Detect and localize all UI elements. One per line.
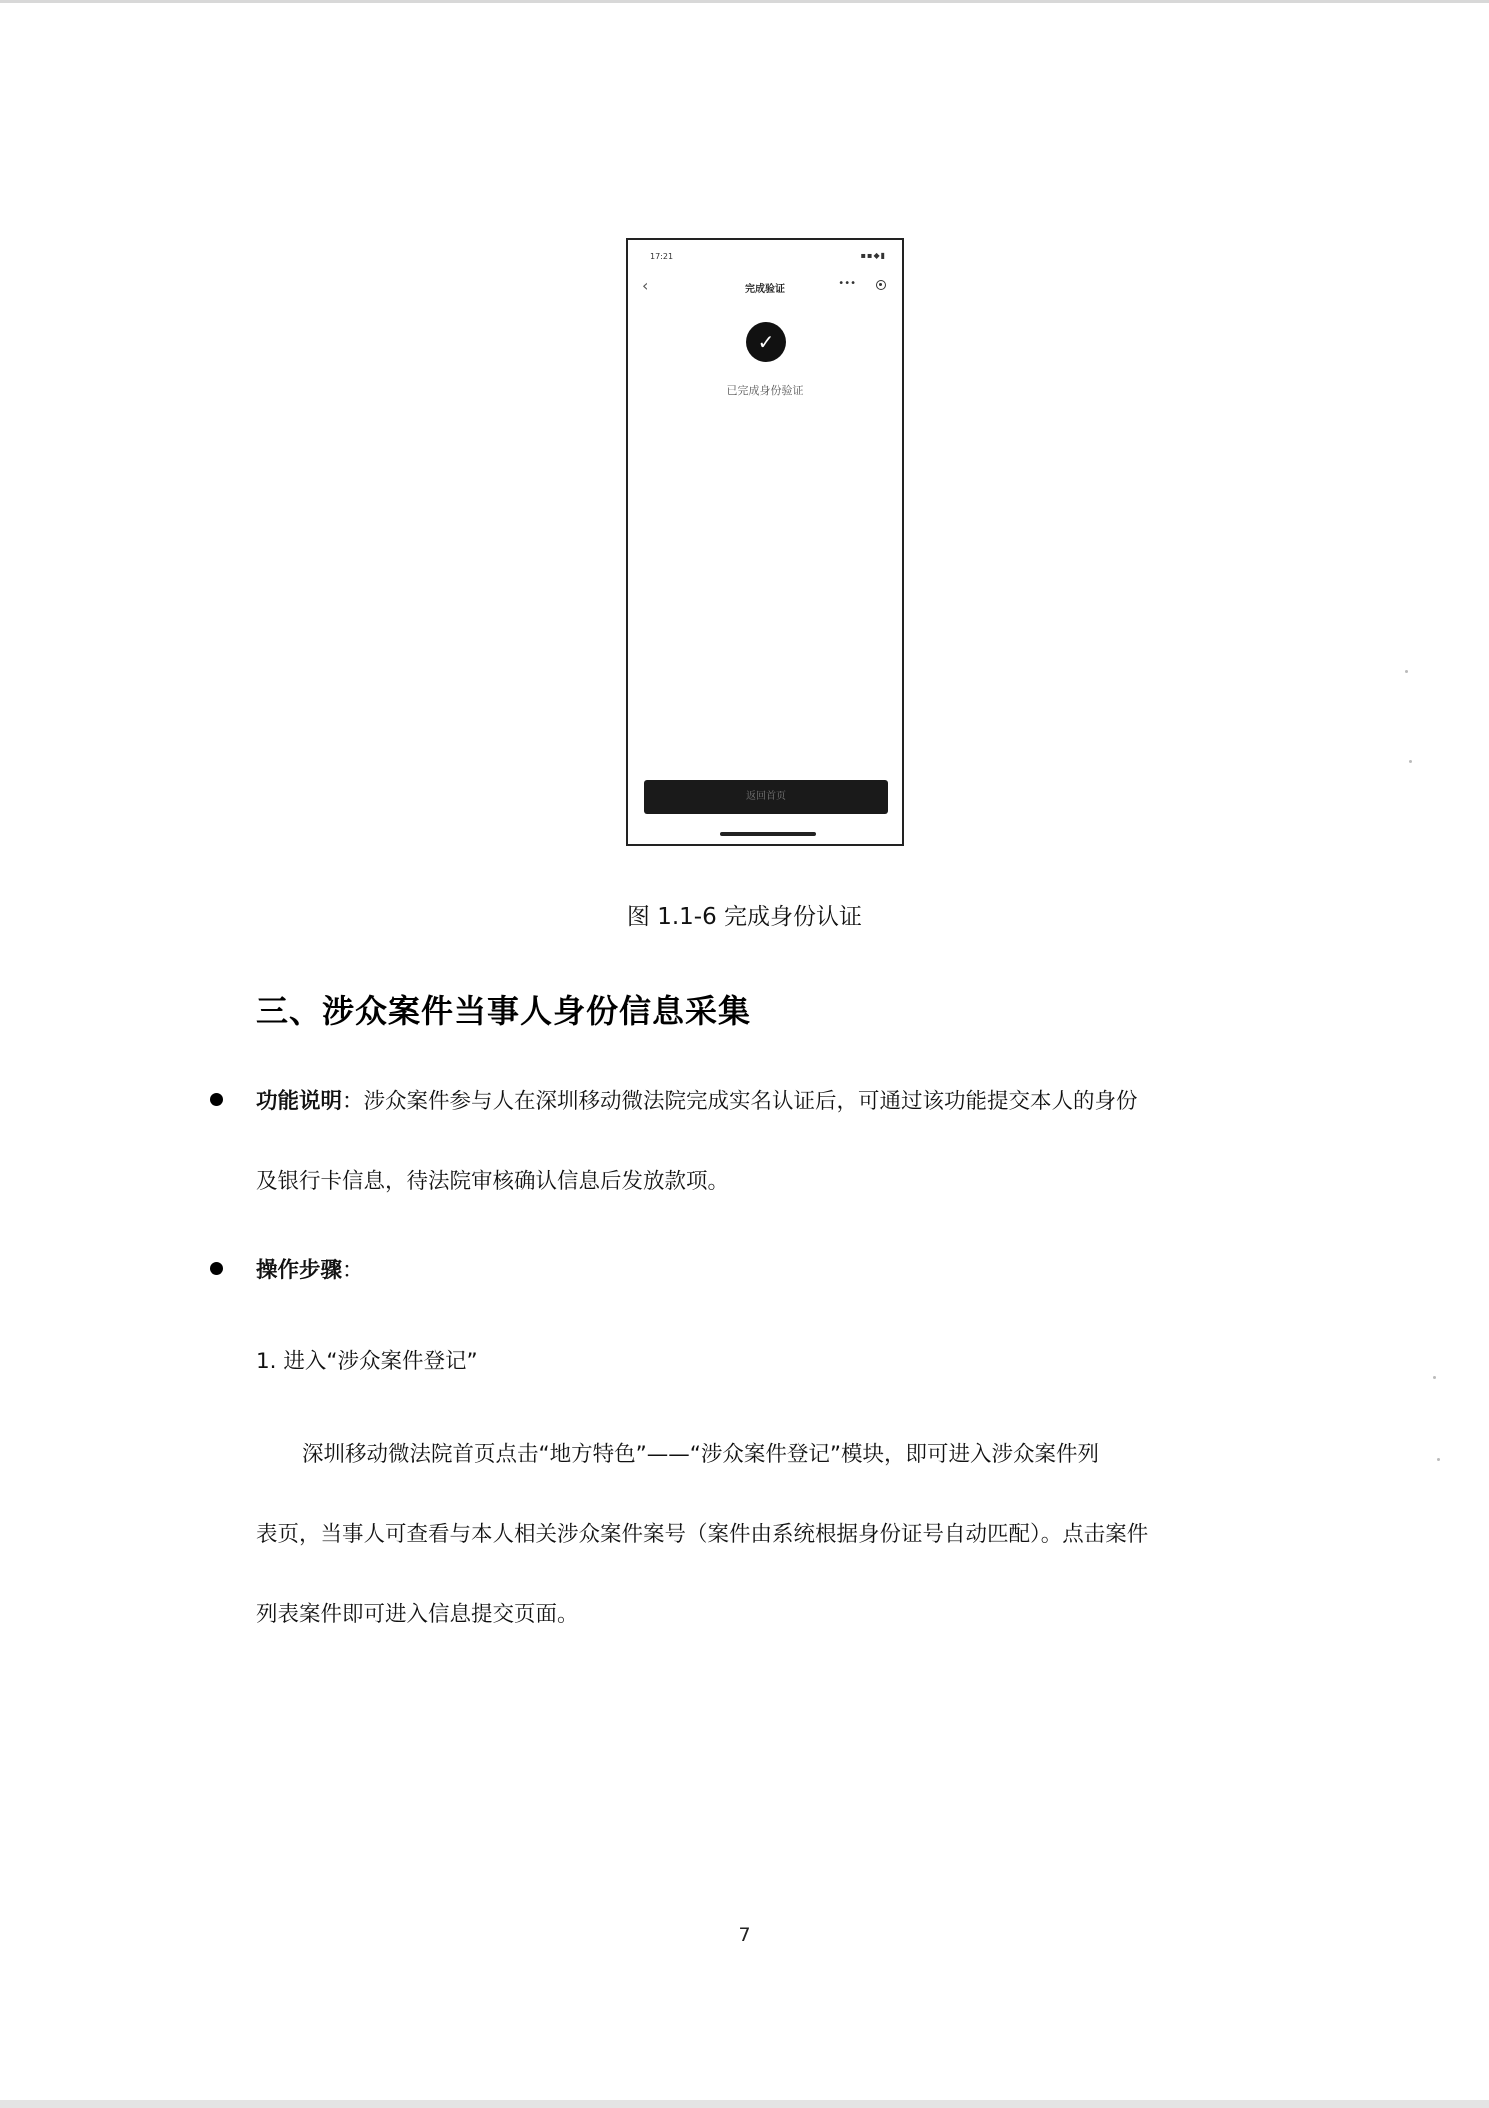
function-description-line2: 及银行卡信息，待法院审核确认信息后发放款项。 <box>256 1169 730 1194</box>
step1-title: 1. 进入“涉众案件登记” <box>256 1349 478 1374</box>
more-icon[interactable]: ••• <box>838 278 856 289</box>
scan-bottom-edge <box>0 2100 1489 2108</box>
home-indicator <box>720 832 816 836</box>
phone-status-bar <box>628 240 902 260</box>
steps-colon: ： <box>342 1258 364 1283</box>
function-label: 功能说明 <box>256 1089 343 1114</box>
back-icon[interactable]: ‹ <box>642 276 649 295</box>
check-icon: ✓ <box>746 322 786 362</box>
phone-nav-bar <box>628 276 902 302</box>
close-target-icon[interactable] <box>876 280 886 290</box>
scan-speck <box>1405 670 1408 673</box>
step1-paragraph-line1: 深圳移动微法院首页点击“地方特色”——“涉众案件登记”模块，即可进入涉众案件列 <box>302 1442 1100 1467</box>
phone-screenshot <box>626 238 904 846</box>
signal-battery-icon: ▪▪◆▮ <box>860 251 886 260</box>
bullet-icon <box>210 1262 223 1275</box>
section-heading: 三、涉众案件当事人身份信息采集 <box>256 992 752 1030</box>
verification-message: 已完成身份验证 <box>726 384 804 397</box>
scan-speck <box>1437 1458 1440 1461</box>
phone-time: 17:21 <box>650 252 674 261</box>
return-home-button[interactable]: 返回首页 <box>644 780 888 814</box>
page-number: 7 <box>738 1924 751 1946</box>
function-description-line1 <box>256 1084 1138 1115</box>
scan-top-edge <box>0 0 1489 3</box>
figure-caption: 图 1.1-6 完成身份认证 <box>626 904 863 930</box>
step1-paragraph-line2: 表页，当事人可查看与本人相关涉众案件案号（案件由系统根据身份证号自动匹配）。点击案件 <box>256 1522 1149 1547</box>
scan-speck <box>1433 1376 1436 1379</box>
function-text: ：涉众案件参与人在深圳移动微法院完成实名认证后，可通过该功能提交本人的身份 <box>342 1089 1138 1114</box>
steps-heading <box>256 1253 364 1284</box>
phone-page-title: 完成验证 <box>745 284 785 295</box>
scan-speck <box>1409 760 1412 763</box>
step1-paragraph-line3: 列表案件即可进入信息提交页面。 <box>256 1602 579 1627</box>
bullet-icon <box>210 1093 223 1106</box>
steps-label: 操作步骤 <box>256 1258 343 1283</box>
